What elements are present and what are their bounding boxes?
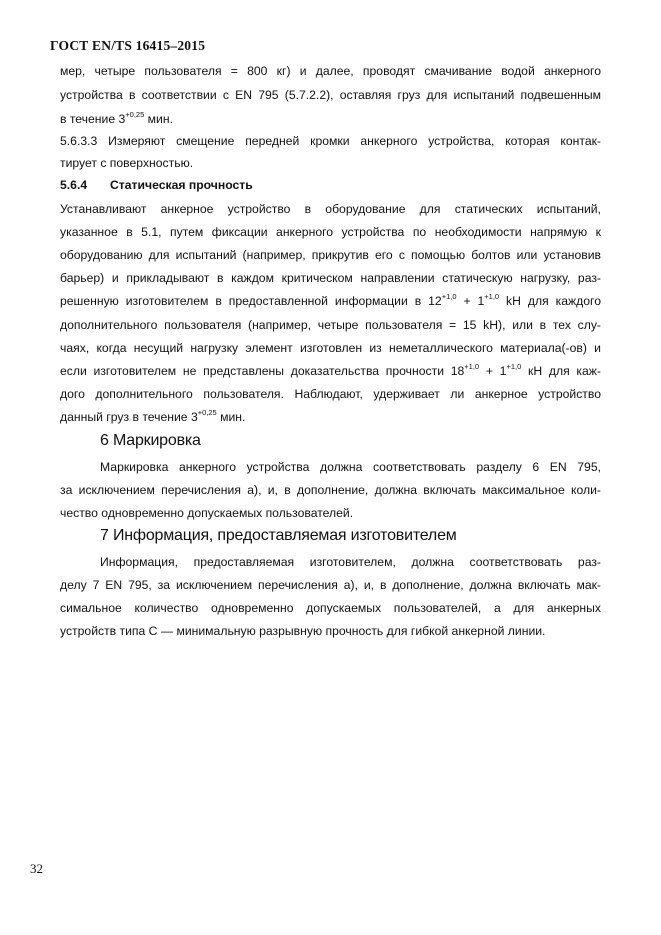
text-run: kH для каждого [499,294,601,308]
text-run: 5.6.3.3 Измеряют смещение передней кромки анкерного устройства, которая контак- [60,134,601,148]
text-line: барьер) и прикладывают в каждом критическом направлении статическую нагрузку, раз- [60,271,601,285]
text-line: тирует с поверхностью. [60,156,194,170]
superscript: +1,0 [441,292,457,301]
text-line: дого дополнительного пользователя. Наблюдают, удерживает ли анкерное устройство [60,387,601,401]
text-line: чаях, когда несущий нагрузку элемент изготовлен из неметаллического материала(-ов) и [60,341,601,355]
section-heading-5-6-4 [60,178,253,192]
text-line: симальное количество одновременно допускаемых пользователей, а для анкерных [60,601,601,615]
text-line: мер, четыре пользователя = 800 кг) и далее, проводят смачивание водой анкерного [60,64,601,78]
text-line [60,202,601,216]
text-run: данный груз в течение 3 [60,410,198,424]
section-number: 5.6.4 [60,178,88,192]
text-line: чество одновременно допускаемых пользователей. [60,506,354,520]
text-line [60,112,601,126]
text-run: + 1 [479,364,507,378]
text-line: устройства в соответствии с EN 795 (5.7.2.2), оставляя груз для испытаний подвешенным [60,88,601,102]
section-heading-7: 7 Информация, предоставляемая изготовителем [100,527,457,544]
text-run: кН для каж- [521,364,601,378]
text-run: + 1 [456,294,485,308]
text-line [60,410,601,424]
text-line [60,134,601,148]
superscript: +1,0 [464,362,480,371]
text-line: устройств типа С — минимальную разрывную прочность для гибкой анкерной линии. [60,624,546,638]
text-line [60,294,601,308]
superscript: +0,25 [125,110,145,119]
text-line: оборудованию для испытаний (например, прикрутив его с помощью болтов или установив [60,248,601,262]
text-line: за исключением перечисления а), и, в дополнение, должна включать максимальное коли- [60,483,601,497]
section-title: Статическая прочность [110,178,253,192]
text-line [60,364,601,378]
text-run: мин. [216,410,246,424]
text-line: Информация, предоставляемая изготовителем, должна соответствовать раз- [100,555,601,569]
text-line: Маркировка анкерного устройства должна соответствовать разделу 6 EN 795, [100,460,601,474]
text-run: решенную изготовителем в предоставленной информации в 12 [60,294,442,308]
text-run: мин. [144,112,173,126]
section-heading-6: 6 Маркировка [100,432,201,449]
text-run: Устанавливают анкерное устройство в оборудование для статических испытаний, [60,202,601,216]
superscript: +1,0 [484,292,500,301]
text-line: делу 7 EN 795, за исключением перечисления а), и, в дополнение, должна включать мак- [60,578,601,592]
superscript: +0,25 [197,408,217,417]
text-line: дополнительного пользователя (например, четыре пользователя = 15 kH), или в тех слу- [60,318,601,332]
page-number: 32 [30,861,43,876]
text-line: указанное в 5.1, путем фиксации анкерного устройства по необходимости напрямую к [60,225,601,239]
superscript: +1,0 [506,362,522,371]
standard-header: ГОСТ EN/TS 16415–2015 [50,38,206,53]
text-run: если изготовителем не представлены доказательства прочности 18 [60,364,465,378]
text-run: в течение 3 [60,112,126,126]
